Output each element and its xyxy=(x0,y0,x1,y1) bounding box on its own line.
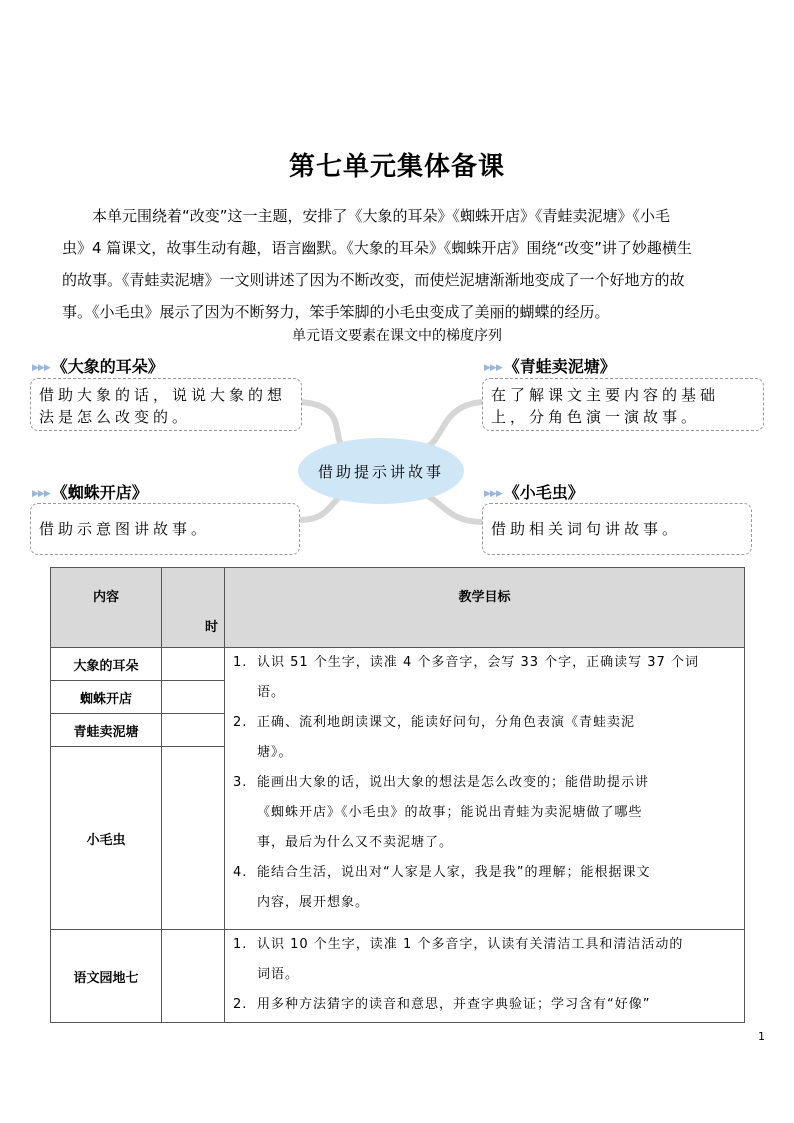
goal-item xyxy=(233,708,738,768)
goals-cell xyxy=(225,648,745,930)
goal-line: 《蜘蛛开店》《小毛虫》的故事；能说出青蛙为卖泥塘做了哪些 xyxy=(257,805,643,820)
intro-line: 事。《小毛虫》展示了因为不断努力，笨手笨脚的小毛虫变成了美丽的蝴蝶的经历。 xyxy=(62,303,610,321)
header-time-text: 时 xyxy=(204,620,218,635)
goal-line: 塘》。 xyxy=(257,745,293,760)
mindmap-center-text: 借助提示讲故事 xyxy=(317,462,444,481)
node-title-text: 《青蛙卖泥塘》 xyxy=(503,357,616,376)
mindmap-node-box: 借助示意图讲故事。 xyxy=(30,503,300,555)
goal-number: 1. xyxy=(233,655,248,670)
mindmap-node-box: 借助相关词句讲故事。 xyxy=(482,503,752,555)
node-title-text: 《大象的耳朵》 xyxy=(51,357,164,376)
header-goals-text: 教学目标 xyxy=(458,590,511,605)
goal-number: 1. xyxy=(233,937,248,952)
mindmap-center xyxy=(298,438,464,504)
time-cell xyxy=(162,714,225,747)
triple-arrow-icon: ▶▶▶ xyxy=(484,362,502,373)
triple-arrow-icon: ▶▶▶ xyxy=(32,488,50,499)
goal-item xyxy=(233,648,738,708)
goal-number: 4. xyxy=(233,865,248,880)
lesson-cell: 语文园地七 xyxy=(51,930,162,1023)
goal-item xyxy=(233,990,738,1020)
mindmap-node-title xyxy=(484,354,616,377)
goal-number: 2. xyxy=(233,997,248,1012)
header-content-text: 内容 xyxy=(92,590,119,605)
lesson-cell: 小毛虫 xyxy=(51,747,162,930)
goal-line: 能画出大象的话，说出大象的想法是怎么改变的；能借助提示讲 xyxy=(257,775,650,790)
mindmap-node-title xyxy=(32,354,164,377)
time-cell xyxy=(162,747,225,930)
lesson-cell: 青蛙卖泥塘 xyxy=(51,714,162,747)
intro-line: 的故事。《青蛙卖泥塘》一文则讲述了因为不断改变，而使烂泥塘渐渐地变成了一个好地方的故 xyxy=(62,271,685,289)
mindmap-node-title xyxy=(32,480,148,503)
goal-line: 能结合生活，说出对“人家是人家，我是我”的理解；能根据课文 xyxy=(257,865,651,880)
goal-item xyxy=(233,930,738,990)
time-cell xyxy=(162,681,225,714)
page-title: 第七单元集体备课 xyxy=(288,152,505,182)
goal-number: 3. xyxy=(233,775,248,790)
goal-text xyxy=(257,990,650,1020)
goal-line: 词语。 xyxy=(257,967,300,982)
intro-line: 虫》4 篇课文，故事生动有趣，语言幽默。《大象的耳朵》《蜘蛛开店》围绕“改变”讲了妙趣横生 xyxy=(62,239,692,257)
goal-line: 事，最后为什么又不卖泥塘了。 xyxy=(257,835,454,850)
time-cell xyxy=(162,648,225,681)
goal-text xyxy=(257,930,683,990)
lesson-cell: 大象的耳朵 xyxy=(51,648,162,681)
table-row xyxy=(51,648,745,681)
goal-number: 2. xyxy=(233,715,248,730)
mindmap-subtitle: 单元语文要素在课文中的梯度序列 xyxy=(292,328,502,344)
mindmap-node-box: 借助大象的话，说说大象的想法是怎么改变的。 xyxy=(30,378,302,431)
goals-cell xyxy=(225,930,745,1023)
goal-item xyxy=(233,768,738,858)
triple-arrow-icon: ▶▶▶ xyxy=(32,362,50,373)
goal-text xyxy=(257,858,650,918)
teaching-goals-table xyxy=(50,567,745,1023)
lesson-cell: 蜘蛛开店 xyxy=(51,681,162,714)
intro-line: 本单元围绕着“改变”这一主题，安排了《大象的耳朵》《蜘蛛开店》《青蛙卖泥塘》《小毛 xyxy=(92,207,671,225)
goal-text xyxy=(257,768,649,858)
node-title-text: 《小毛虫》 xyxy=(503,483,584,502)
page-number: 1 xyxy=(758,1030,765,1043)
goal-line: 语。 xyxy=(257,685,286,700)
goal-line: 认识 51 个生字，读准 4 个多音字，会写 33 个字，正确读写 37 个词 xyxy=(257,655,699,670)
goal-line: 内容，展开想象。 xyxy=(257,895,370,910)
triple-arrow-icon: ▶▶▶ xyxy=(484,488,502,499)
goal-line: 正确、流利地朗读课文，能读好问句，分角色表演《青蛙卖泥 xyxy=(257,715,636,730)
mindmap-node-box: 在了解课文主要内容的基础上，分角色演一演故事。 xyxy=(482,378,764,431)
goal-line: 用多种方法猜字的读音和意思，并查字典验证；学习含有“好像” xyxy=(257,997,651,1012)
goal-text xyxy=(257,708,635,768)
goal-text xyxy=(257,648,699,708)
node-title-text: 《蜘蛛开店》 xyxy=(51,483,148,502)
time-cell xyxy=(162,930,225,1023)
mindmap-node-title xyxy=(484,480,584,503)
header-time xyxy=(162,568,225,648)
header-goals xyxy=(225,568,745,648)
table-row xyxy=(51,930,745,1023)
header-content xyxy=(51,568,162,648)
goal-item xyxy=(233,858,738,918)
table-header-row xyxy=(51,568,745,648)
goal-line: 认识 10 个生字，读准 1 个多音字，认读有关清洁工具和清洁活动的 xyxy=(257,937,684,952)
